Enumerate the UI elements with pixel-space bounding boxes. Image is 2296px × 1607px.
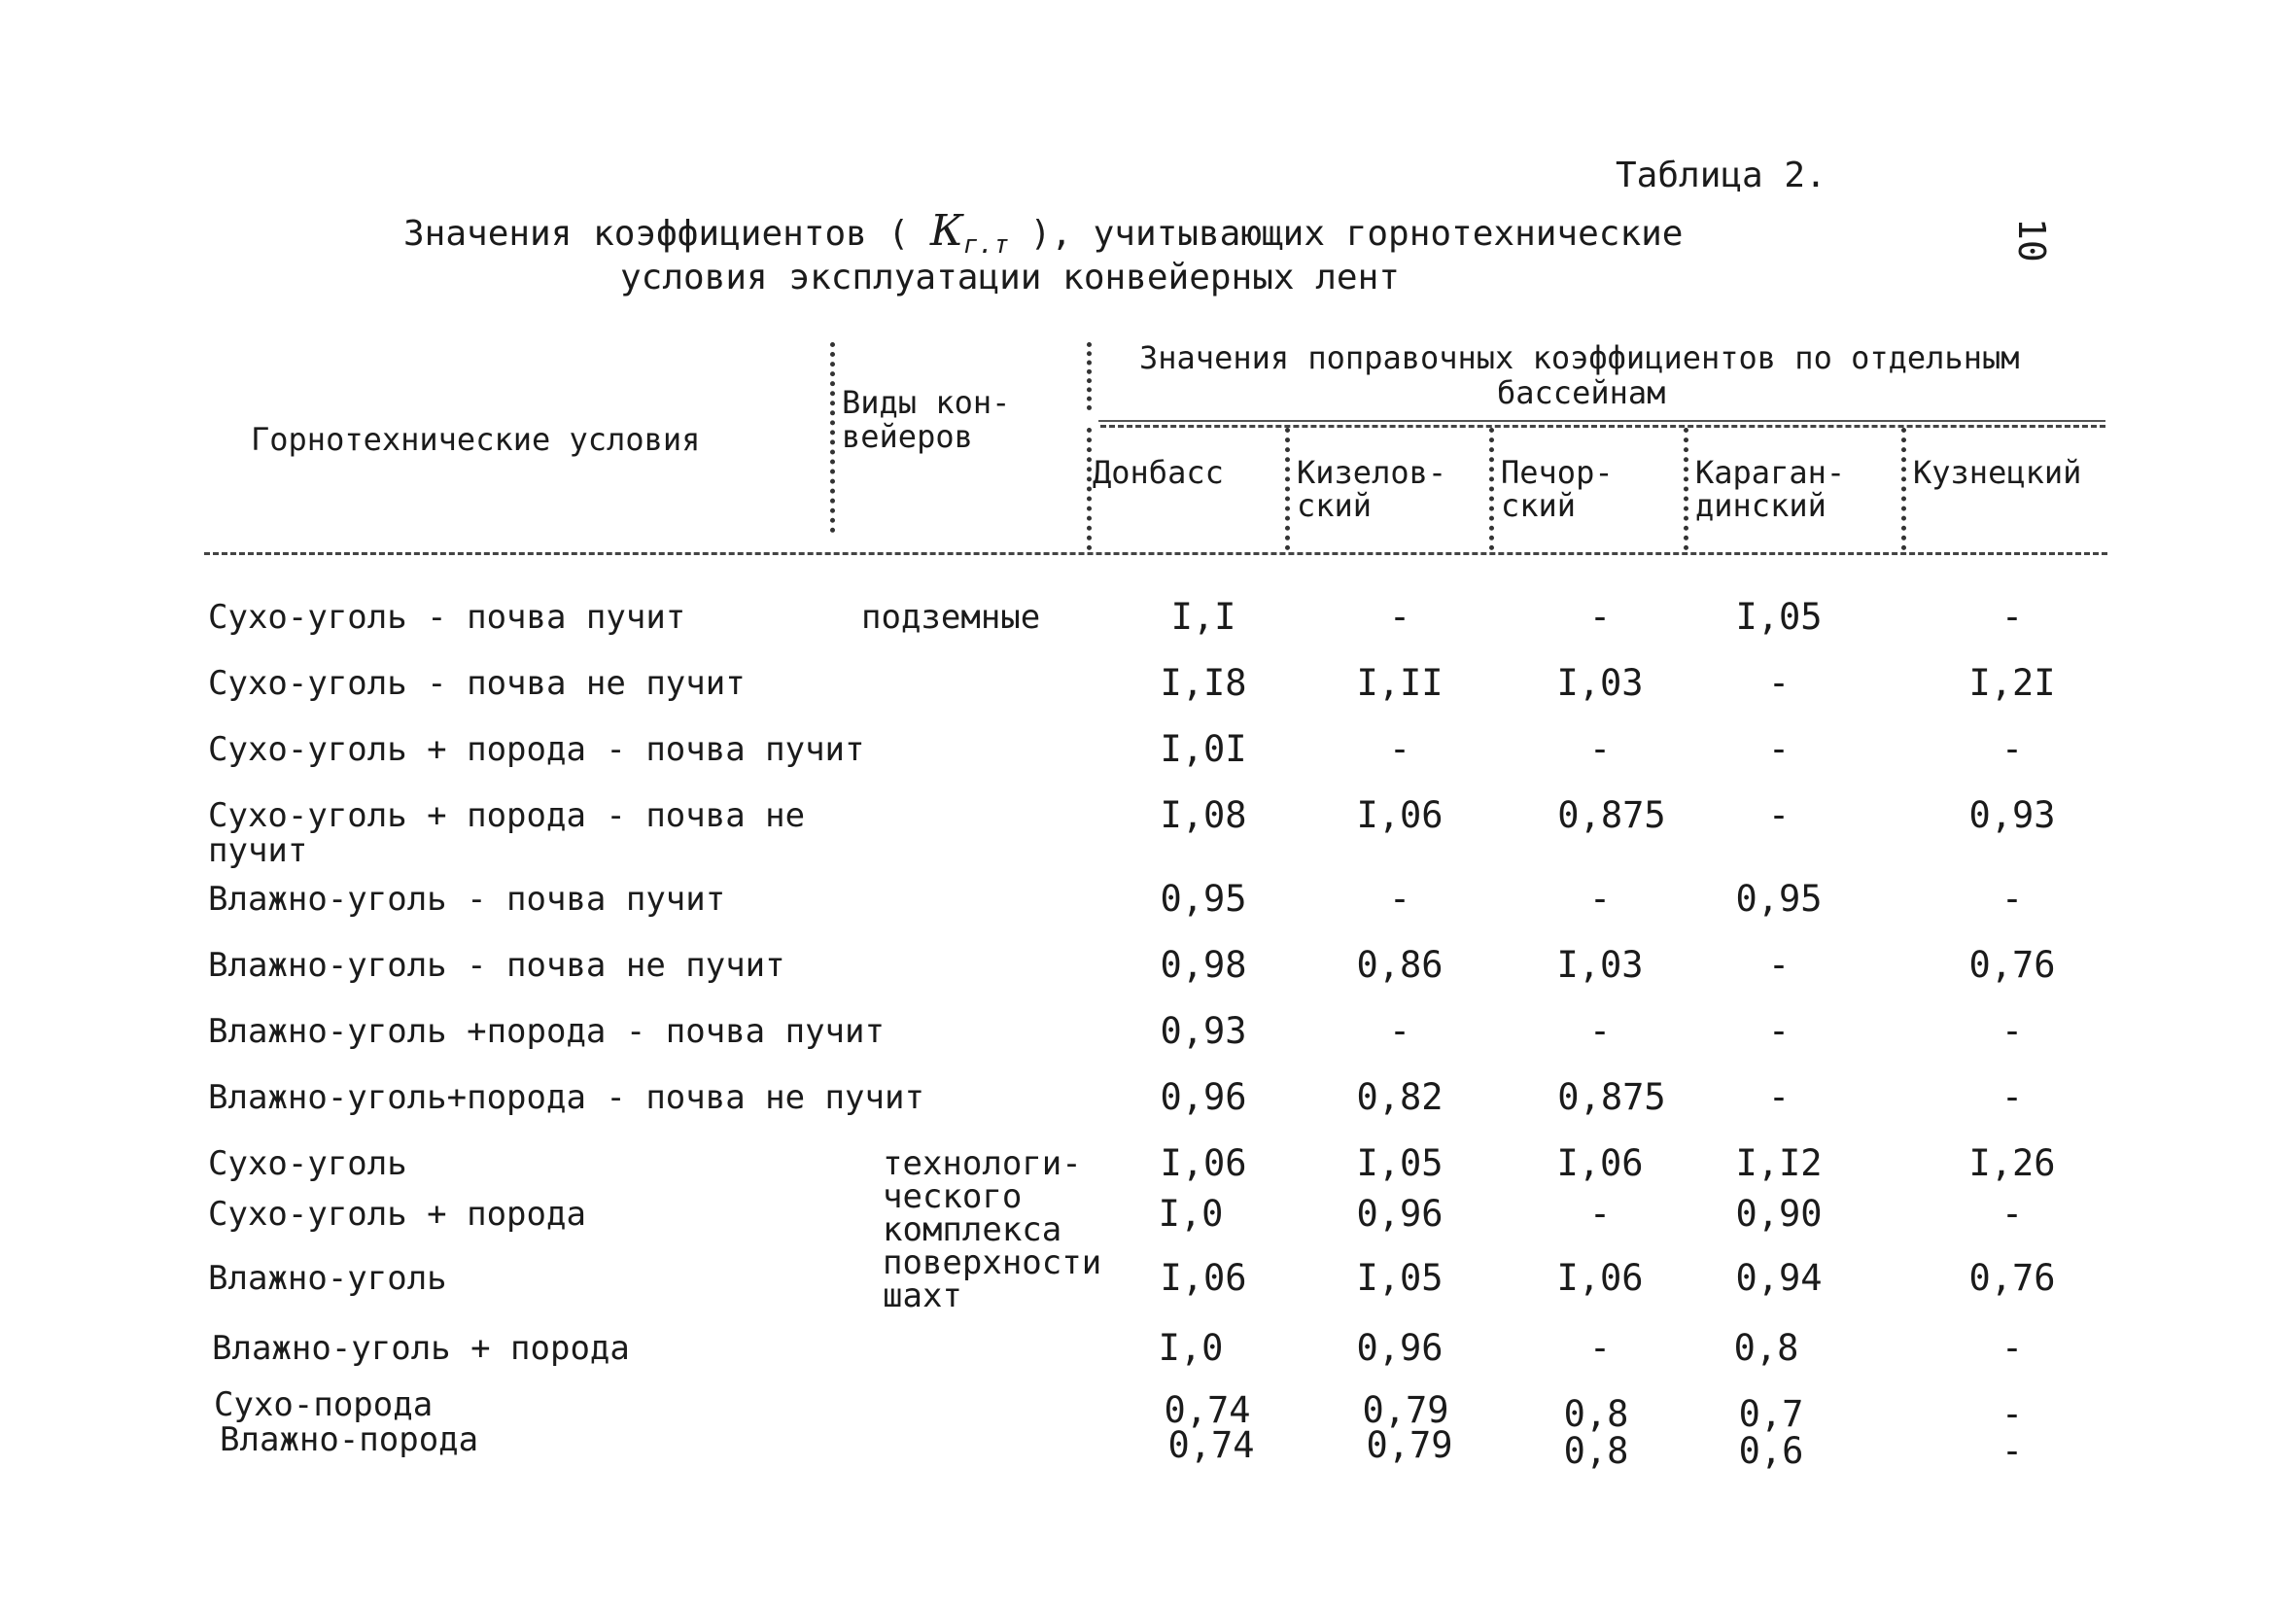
- value-cell: -: [2000, 1076, 2024, 1118]
- value-cell: 0,8: [1563, 1393, 1629, 1435]
- value-cell: -: [1767, 728, 1791, 770]
- header-basin-kizel-line-2: ский: [1297, 487, 1373, 524]
- separator-dots: [1087, 428, 1092, 550]
- header-basin-kizel-line-1: Кизелов-: [1297, 454, 1447, 491]
- value-cell: I,0: [1158, 1327, 1224, 1369]
- row-label: Влажно-уголь +порода - почва пучит: [208, 1012, 885, 1051]
- value-cell: -: [2000, 1430, 2024, 1472]
- value-cell: -: [2000, 596, 2024, 638]
- value-cell: 0,6: [1738, 1430, 1804, 1472]
- value-cell: 0,79: [1362, 1389, 1449, 1431]
- value-cell: I,2I: [1968, 662, 2056, 704]
- value-cell: 0,7: [1738, 1393, 1804, 1435]
- header-group-rule: [1098, 420, 2105, 422]
- row-label: Сухо-уголь - почва пучит: [208, 598, 686, 637]
- conveyor-type-surface-line-5: шахт: [883, 1276, 962, 1315]
- row-label: Сухо-уголь + порода - почва пучит: [208, 730, 865, 769]
- header-conveyor-line-1: Виды кон-: [842, 384, 1011, 421]
- conveyor-type-surface-line-1: технологи-: [883, 1144, 1082, 1183]
- value-cell: -: [2000, 728, 2024, 770]
- value-cell: 0,98: [1160, 944, 1247, 986]
- value-cell: -: [1388, 596, 1411, 638]
- row-label: Влажно-уголь: [208, 1259, 447, 1298]
- value-cell: -: [2000, 1327, 2024, 1369]
- value-cell: I,05: [1356, 1257, 1444, 1299]
- value-cell: -: [1767, 944, 1791, 986]
- value-cell: 0,94: [1735, 1257, 1823, 1299]
- value-cell: I,06: [1160, 1142, 1247, 1184]
- value-cell: -: [1588, 596, 1612, 638]
- header-basin-donbass: Донбасс: [1093, 454, 1224, 491]
- row-label: Сухо-уголь + порода: [208, 1195, 586, 1234]
- table-label: Таблица 2.: [1616, 156, 1826, 195]
- value-cell: 0,93: [1968, 794, 2056, 836]
- value-cell: -: [2000, 1393, 2024, 1435]
- value-cell: 0,93: [1160, 1010, 1247, 1052]
- value-cell: 0,74: [1164, 1389, 1251, 1431]
- value-cell: 0,8: [1733, 1327, 1799, 1369]
- value-cell: 0,79: [1366, 1424, 1453, 1466]
- conveyor-type-surface-line-4: поверхности: [883, 1243, 1102, 1282]
- header-group-dashed-rule: [1100, 425, 2105, 428]
- caption-line-2: условия эксплуатации конвейерных лент: [620, 258, 1400, 297]
- page-number: 10: [2010, 218, 2053, 262]
- caption-line-1: [403, 206, 1683, 260]
- value-cell: 0,95: [1735, 878, 1823, 920]
- value-cell: -: [1388, 878, 1411, 920]
- row-label: Влажно-порода: [220, 1420, 479, 1459]
- value-cell: I,I2: [1735, 1142, 1823, 1184]
- header-conveyor-line-2: вейеров: [842, 418, 973, 455]
- value-cell: I,I: [1170, 596, 1236, 638]
- separator-dots: [1489, 428, 1494, 550]
- value-cell: 0,95: [1160, 878, 1247, 920]
- value-cell: 0,96: [1356, 1193, 1444, 1235]
- value-cell: I,0I: [1160, 728, 1247, 770]
- value-cell: -: [1588, 1327, 1612, 1369]
- header-conditions: Горнотехнические условия: [251, 421, 701, 458]
- value-cell: 0,82: [1356, 1076, 1444, 1118]
- conveyor-type-underground: подземные: [861, 598, 1041, 637]
- header-basin-karaganda-line-2: динский: [1695, 487, 1826, 524]
- value-cell: I,06: [1556, 1257, 1644, 1299]
- conveyor-type-surface-line-3: комплекса: [883, 1210, 1062, 1249]
- value-cell: 0,76: [1968, 944, 2056, 986]
- value-cell: -: [1767, 1010, 1791, 1052]
- value-cell: -: [2000, 878, 2024, 920]
- separator-dots: [830, 342, 835, 533]
- coefficient-symbol-subscript: г.т: [962, 230, 1009, 261]
- separator-dots: [1285, 428, 1290, 550]
- value-cell: -: [1767, 1076, 1791, 1118]
- row-label: Сухо-порода: [214, 1385, 434, 1424]
- row-label: Сухо-уголь - почва не пучит: [208, 664, 746, 703]
- value-cell: -: [1588, 1193, 1612, 1235]
- header-basin-pechora-line-2: ский: [1501, 487, 1577, 524]
- row-label: Влажно-уголь+порода - почва не пучит: [208, 1078, 924, 1117]
- row-label: Влажно-уголь + порода: [212, 1329, 630, 1368]
- value-cell: I,II: [1356, 662, 1444, 704]
- value-cell: I,05: [1735, 596, 1823, 638]
- header-basin-karaganda-line-1: Караган-: [1695, 454, 1846, 491]
- value-cell: I,03: [1556, 944, 1644, 986]
- value-cell: -: [2000, 1193, 2024, 1235]
- caption-text-after: ), учитывающих горнотехнические: [1029, 214, 1684, 254]
- header-group-line-1: Значения поправочных коэффициентов по отдельным: [1139, 339, 2020, 376]
- value-cell: 0,76: [1968, 1257, 2056, 1299]
- value-cell: -: [1388, 728, 1411, 770]
- value-cell: I,I8: [1160, 662, 1247, 704]
- row-label: Сухо-уголь + порода - почва не: [208, 796, 806, 835]
- caption-text-before: Значения коэффициентов (: [403, 214, 910, 254]
- header-basin-pechora-line-1: Печор-: [1501, 454, 1614, 491]
- value-cell: 0,86: [1356, 944, 1444, 986]
- value-cell: I,06: [1356, 794, 1444, 836]
- header-group-line-2: бассейнам: [1497, 374, 1666, 411]
- separator-dots: [1087, 342, 1092, 410]
- coefficient-symbol: К: [929, 206, 963, 256]
- value-cell: 0,8: [1563, 1430, 1629, 1472]
- separator-dots: [1684, 428, 1688, 550]
- row-label-continuation: пучит: [208, 831, 308, 870]
- header-bottom-rule: [204, 552, 2107, 555]
- value-cell: I,03: [1556, 662, 1644, 704]
- value-cell: -: [1588, 1010, 1612, 1052]
- value-cell: I,06: [1160, 1257, 1247, 1299]
- separator-dots: [1901, 428, 1906, 550]
- value-cell: I,05: [1356, 1142, 1444, 1184]
- header-basin-kuznetsk: Кузнецкий: [1913, 454, 2082, 491]
- value-cell: 0,90: [1735, 1193, 1823, 1235]
- row-label: Сухо-уголь: [208, 1144, 407, 1183]
- value-cell: -: [1767, 794, 1791, 836]
- value-cell: -: [1588, 728, 1612, 770]
- value-cell: -: [1588, 878, 1612, 920]
- value-cell: -: [1388, 1010, 1411, 1052]
- value-cell: -: [2000, 1010, 2024, 1052]
- value-cell: 0,96: [1356, 1327, 1444, 1369]
- value-cell: I,0: [1158, 1193, 1224, 1235]
- row-label: Влажно-уголь - почва пучит: [208, 880, 726, 919]
- value-cell: 0,96: [1160, 1076, 1247, 1118]
- value-cell: I,08: [1160, 794, 1247, 836]
- row-label: Влажно-уголь - почва не пучит: [208, 946, 785, 985]
- value-cell: 0,875: [1557, 794, 1666, 836]
- value-cell: -: [1767, 662, 1791, 704]
- value-cell: 0,74: [1167, 1424, 1255, 1466]
- value-cell: I,06: [1556, 1142, 1644, 1184]
- conveyor-type-surface-line-2: ческого: [883, 1177, 1023, 1216]
- value-cell: 0,875: [1557, 1076, 1666, 1118]
- value-cell: I,26: [1968, 1142, 2056, 1184]
